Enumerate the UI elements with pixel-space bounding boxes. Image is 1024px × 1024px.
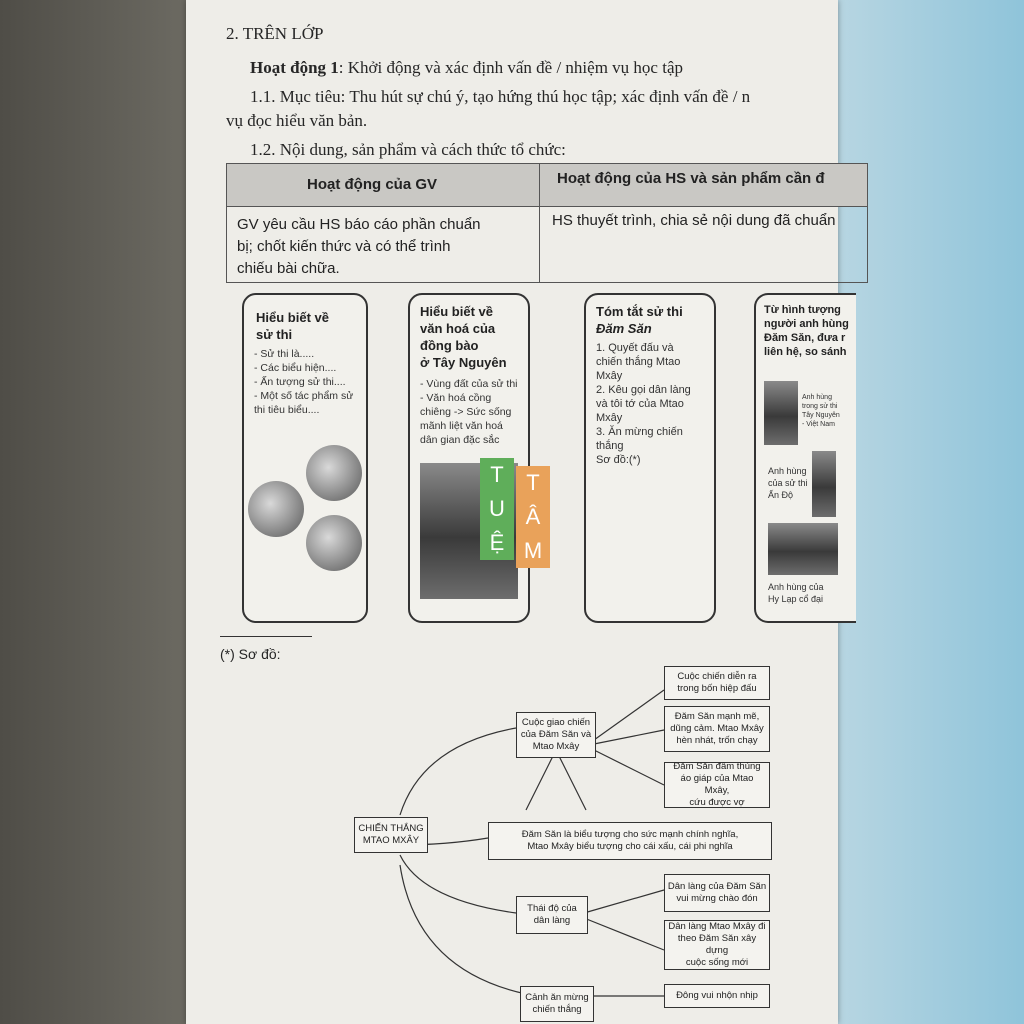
card3-title-italic: Đăm Săn [596, 321, 652, 336]
mindmap-contrast-node: Đăm Săn mạnh mẽ, dũng cảm. Mtao Mxây hèn nhát, trốn chạy [664, 706, 770, 752]
watermark-letter: U [480, 492, 514, 526]
greek-hero-image [768, 523, 838, 575]
card-dam-san-summary [584, 293, 716, 623]
mindmap-battle-node: Cuộc giao chiến của Đăm Săn và Mtao Mxây [516, 712, 596, 758]
watermark-letter: T [480, 458, 514, 492]
card2-title: Hiểu biết về văn hoá của đồng bào ở Tây Nguyên [420, 304, 507, 370]
watermark-letter: T [516, 466, 550, 500]
card4-caption-2: Anh hùng của sử thi Ấn Độ [768, 466, 808, 500]
footnote-label: (*) Sơ đồ: [220, 646, 281, 662]
card4-caption-1: Anh hùng trong sử thi Tây Nguyên - Việt Nam [802, 394, 840, 428]
card-hero-comparison [754, 293, 856, 623]
vietnam-hero-image [764, 381, 798, 445]
mindmap-welcome-node: Dân làng của Đăm Săn vui mừng chào đón [664, 874, 770, 912]
mindmap-follow-node: Dân làng Mtao Mxây đi theo Đăm Săn xây dựng cuộc sống mới [664, 920, 770, 970]
epic-illustration-3 [306, 515, 362, 571]
watermark-letter: Ệ [480, 526, 514, 560]
col1-line-2: bị; chốt kiến thức và có thể trình [237, 238, 451, 255]
desk-background-right [834, 0, 1024, 1024]
goal-line-2: vụ đọc hiểu văn bản. [226, 111, 368, 130]
mindmap-celebration-node: Cảnh ăn mừng chiến thắng [520, 986, 594, 1022]
epic-illustration-1 [306, 445, 362, 501]
card3-title: Tóm tắt sử thi [596, 304, 683, 319]
india-hero-image [812, 451, 836, 517]
mindmap-root: CHIẾN THẮNG MTAO MXÂY [354, 817, 428, 853]
mindmap-victory-node: Đăm Săn đâm thủng áo giáp của Mtao Mxây, cứu được vợ [664, 762, 770, 808]
card1-title: Hiểu biết về sử thi [256, 310, 329, 342]
card4-caption-3: Anh hùng của Hy Lạp cổ đại [768, 582, 824, 604]
activity-table [226, 163, 868, 283]
mindmap-lively-node: Đông vui nhộn nhịp [664, 984, 770, 1008]
content-line: 1.2. Nội dung, sản phẩm và cách thức tổ chức: [250, 140, 566, 159]
watermark-letter: M [516, 534, 550, 568]
watermark-letter: Â [516, 500, 550, 534]
card2-body: - Vùng đất của sử thi - Văn hoá cồng chiêng -> Sức sống mãnh liệt văn hoá dân gian đặc sắc [420, 378, 518, 446]
desk-background-left [0, 0, 188, 1024]
book-page [186, 0, 849, 1024]
card1-body: - Sử thi là..... - Các biểu hiện.... - Ấn tượng sử thi.... - Một số tác phẩm sử thi tiêu biểu.... [254, 348, 354, 416]
card4-title: Từ hình tượng người anh hùng Đăm Săn, đưa r liên hệ, so sánh [764, 304, 849, 358]
footnote-rule [220, 636, 312, 637]
section-title: 2. TRÊN LỚP [226, 24, 324, 43]
mindmap-symbol-node: Đăm Săn là biểu tượng cho sức mạnh chính nghĩa, Mtao Mxây biểu tượng cho cái xấu, cái phi nghĩa [488, 822, 772, 860]
activity-heading: Hoạt động 1: Khởi động và xác định vấn đề / nhiệm vụ học tập [250, 58, 683, 77]
col1-line-3: chiếu bài chữa. [237, 260, 340, 277]
col1-line-1: GV yêu cầu HS báo cáo phần chuẩn [237, 216, 481, 233]
mindmap-four-rounds-node: Cuộc chiến diễn ra trong bốn hiệp đấu [664, 666, 770, 700]
epic-illustration-2 [248, 481, 304, 537]
table-divider [539, 164, 540, 282]
goal-line-1: 1.1. Mục tiêu: Thu hút sự chú ý, tạo hứng thú học tập; xác định vấn đề / n [250, 87, 751, 106]
col1-header: Hoạt động của GV [307, 176, 438, 193]
mindmap-villagers-node: Thái độ của dân làng [516, 896, 588, 934]
col2-header: Hoạt động của HS và sản phẩm cần đ [557, 170, 825, 187]
col2-line-1: HS thuyết trình, chia sẻ nội dung đã chuẩn [552, 212, 836, 229]
card3-body: 1. Quyết đấu và chiến thắng Mtao Mxây 2. Kêu gọi dân làng và tôi tớ của Mtao Mxây 3. Ăn mừng chiến thắng Sơ đồ:(*) [596, 342, 691, 466]
card-epic-knowledge [242, 293, 368, 623]
